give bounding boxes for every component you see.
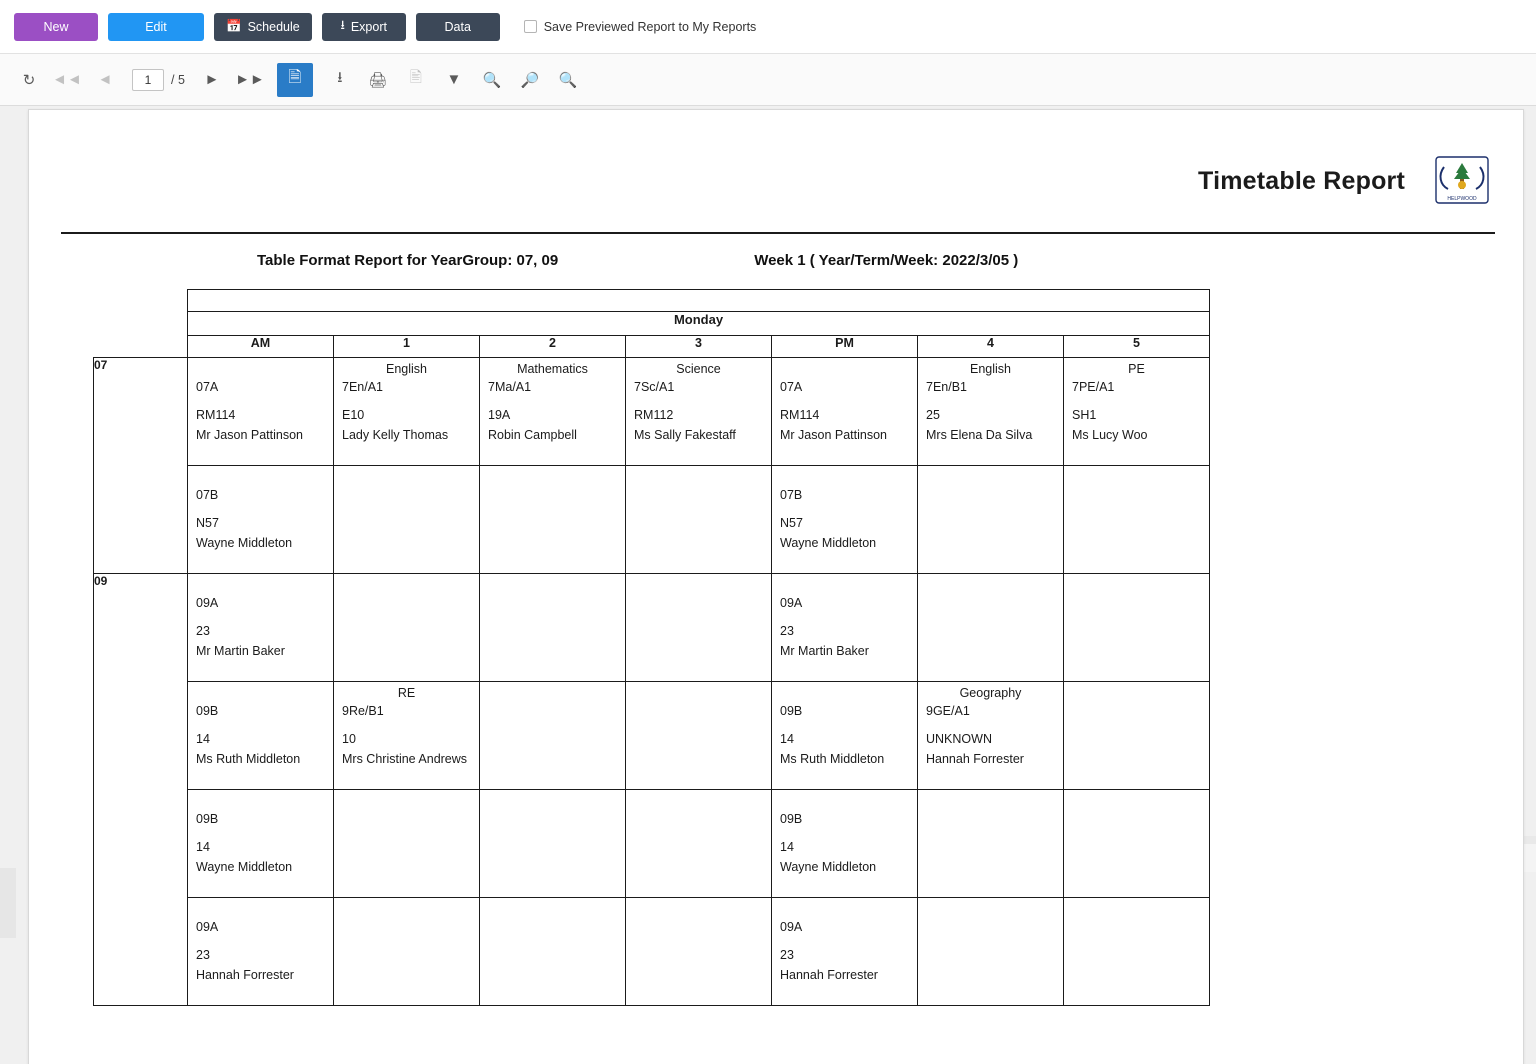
cell-subject: PE xyxy=(1128,362,1145,376)
year-group-cell: 09 xyxy=(94,574,188,1006)
cell-line: Ms Ruth Middleton xyxy=(780,751,885,766)
cell-subject xyxy=(772,574,917,594)
cell-line: 10 xyxy=(342,732,356,747)
slot-header: AM xyxy=(188,336,334,358)
cell-line: Mr Jason Pattinson xyxy=(780,427,887,442)
timetable-cell xyxy=(334,574,480,682)
cell-line: 07B xyxy=(780,488,803,502)
cell-subject xyxy=(480,790,625,810)
timetable-cell xyxy=(480,358,626,466)
table-row xyxy=(94,466,1210,574)
cell-line: 09A xyxy=(196,920,219,934)
edit-button[interactable]: Edit xyxy=(108,13,204,41)
cell-details xyxy=(188,486,333,553)
cell-details xyxy=(188,378,333,445)
cell-subject: Science xyxy=(676,362,721,376)
cell-subject xyxy=(188,790,333,810)
cell-line xyxy=(780,505,909,514)
last-page-icon[interactable]: ►► xyxy=(235,71,265,88)
cell-line xyxy=(196,937,325,946)
cell-line: 23 xyxy=(196,624,210,639)
cell-line: N57 xyxy=(196,516,219,531)
timetable-cell xyxy=(626,574,772,682)
page-navigator xyxy=(132,69,185,91)
cell-line: 09B xyxy=(780,812,803,826)
previous-page-icon[interactable]: ◄ xyxy=(97,71,113,88)
grid-corner-blank xyxy=(94,336,188,358)
grid-corner-blank xyxy=(94,290,188,312)
cell-line: Hannah Forrester xyxy=(926,751,1024,766)
cell-subject xyxy=(188,682,333,702)
cell-subject xyxy=(772,358,917,378)
cell-subject xyxy=(918,466,1063,486)
cell-line: 7Ma/A1 xyxy=(488,380,532,394)
timetable-cell xyxy=(772,358,918,466)
cell-line: 23 xyxy=(196,948,210,963)
export-button[interactable] xyxy=(322,13,406,41)
cell-details xyxy=(918,702,1063,769)
print-icon[interactable]: 🖨 xyxy=(368,71,388,89)
cell-line: 09A xyxy=(196,596,219,610)
cell-details xyxy=(772,594,917,661)
cell-line xyxy=(634,397,763,406)
report-subtitles xyxy=(29,234,1523,269)
cell-line: N57 xyxy=(780,516,803,531)
cell-line: Ms Sally Fakestaff xyxy=(634,427,736,442)
cell-subject xyxy=(188,466,333,486)
cell-subject xyxy=(188,358,333,378)
cell-line: Mr Martin Baker xyxy=(780,643,869,658)
cell-line: 23 xyxy=(780,624,794,639)
cell-details xyxy=(772,918,917,985)
cell-subject xyxy=(772,682,917,702)
download-icon[interactable]: ⭳ xyxy=(337,69,343,86)
cell-line: Mrs Christine Andrews xyxy=(342,751,468,766)
cell-line: 14 xyxy=(196,732,210,747)
cell-details xyxy=(626,378,771,445)
school-logo-icon xyxy=(1429,152,1495,210)
cell-subject xyxy=(626,466,771,486)
timetable-cell xyxy=(480,898,626,1006)
cell-line: 14 xyxy=(196,840,210,855)
cell-line: Hannah Forrester xyxy=(780,967,878,982)
timetable-cell xyxy=(1064,574,1210,682)
timetable-cell xyxy=(626,358,772,466)
cell-line: 14 xyxy=(780,732,794,747)
cell-line: 25 xyxy=(926,408,940,423)
cell-subject xyxy=(1064,574,1209,594)
timetable-cell xyxy=(772,790,918,898)
cell-details xyxy=(480,378,625,445)
cell-line: Wayne Middleton xyxy=(196,859,293,874)
cell-subject xyxy=(188,898,333,918)
cell-line: 7En/A1 xyxy=(342,380,384,394)
table-row xyxy=(94,682,1210,790)
timetable-cell xyxy=(918,790,1064,898)
day-header: Monday xyxy=(188,312,1210,336)
cell-subject xyxy=(918,898,1063,918)
cell-subject xyxy=(334,790,479,810)
cell-line xyxy=(780,397,909,406)
cell-details xyxy=(188,702,333,769)
slot-header: PM xyxy=(772,336,918,358)
slot-header: 1 xyxy=(334,336,480,358)
document-icon[interactable]: 🖹 xyxy=(409,69,422,86)
timetable-cell xyxy=(480,466,626,574)
calendar-icon: 📅 xyxy=(226,19,242,33)
timetable-cell xyxy=(772,898,918,1006)
cell-line xyxy=(780,937,909,946)
cell-line: 23 xyxy=(780,948,794,963)
timetable-cell xyxy=(918,466,1064,574)
timetable-cell xyxy=(626,682,772,790)
slot-header: 3 xyxy=(626,336,772,358)
cell-subject xyxy=(188,574,333,594)
timetable-cell xyxy=(334,898,480,1006)
timetable-cell xyxy=(626,898,772,1006)
cell-subject: English xyxy=(970,362,1011,376)
zoom-out-icon[interactable]: 🔎 xyxy=(520,71,540,89)
cell-line xyxy=(342,397,471,406)
schedule-button[interactable] xyxy=(214,13,312,41)
cell-line xyxy=(780,829,909,838)
cell-line: 09B xyxy=(780,704,803,718)
zoom-in-icon[interactable]: 🔍 xyxy=(482,71,502,89)
cell-line: 07A xyxy=(196,380,219,394)
cell-subject xyxy=(1064,898,1209,918)
year-group-cell: 07 xyxy=(94,358,188,574)
cell-details xyxy=(918,378,1063,445)
cell-subject xyxy=(772,466,917,486)
cell-details xyxy=(772,378,917,445)
cell-line: 07B xyxy=(196,488,219,502)
cell-subject xyxy=(772,790,917,810)
timetable-cell xyxy=(772,574,918,682)
canvas-left-edge xyxy=(0,868,16,938)
timetable-cell xyxy=(334,358,480,466)
timetable-cell xyxy=(188,790,334,898)
cell-subject xyxy=(480,574,625,594)
timetable-cell xyxy=(918,682,1064,790)
report-header xyxy=(29,110,1523,210)
report-canvas xyxy=(0,106,1536,1064)
cell-line xyxy=(780,721,909,730)
timetable-cell xyxy=(918,898,1064,1006)
cell-line: 7En/B1 xyxy=(926,380,968,394)
first-page-icon[interactable]: ◄◄ xyxy=(52,71,82,88)
timetable-cell xyxy=(188,358,334,466)
cell-details xyxy=(772,486,917,553)
cell-line: RM112 xyxy=(634,408,674,423)
timetable-cell xyxy=(1064,358,1210,466)
cell-line: 09B xyxy=(196,812,219,826)
cell-line: SH1 xyxy=(1072,408,1097,423)
timetable-cell xyxy=(1064,790,1210,898)
cell-subject xyxy=(480,682,625,702)
timetable-cell xyxy=(1064,682,1210,790)
cell-line: RM114 xyxy=(780,408,820,423)
cell-subject xyxy=(626,574,771,594)
timetable-cell xyxy=(188,466,334,574)
cell-line: Ms Ruth Middleton xyxy=(196,751,301,766)
cell-line xyxy=(1072,397,1201,406)
cell-line xyxy=(196,613,325,622)
export-button-label: Export xyxy=(350,19,387,34)
timetable-cell xyxy=(334,682,480,790)
cell-line xyxy=(196,397,325,406)
timetable-cell xyxy=(1064,898,1210,1006)
cell-line: 09A xyxy=(780,920,803,934)
timetable-cell xyxy=(334,790,480,898)
page-number-input[interactable] xyxy=(132,69,164,91)
timetable-cell xyxy=(918,358,1064,466)
cell-details xyxy=(772,702,917,769)
cell-line: Hannah Forrester xyxy=(196,967,294,982)
cell-line: RM114 xyxy=(196,408,236,423)
cell-line xyxy=(196,505,325,514)
cell-subject xyxy=(334,574,479,594)
cell-line: 07A xyxy=(780,380,803,394)
cell-line: 9GE/A1 xyxy=(926,704,970,718)
cell-line: Mr Martin Baker xyxy=(196,643,285,658)
cell-line: Robin Campbell xyxy=(488,427,577,442)
cell-details xyxy=(188,918,333,985)
save-report-checkbox-wrap[interactable] xyxy=(524,20,757,34)
cell-line: 7PE/A1 xyxy=(1072,380,1115,394)
cell-line xyxy=(780,613,909,622)
cell-subject xyxy=(626,898,771,918)
save-report-checkbox[interactable] xyxy=(524,20,537,33)
timetable-cell xyxy=(188,574,334,682)
cell-subject xyxy=(334,466,479,486)
table-row xyxy=(94,790,1210,898)
page-total-label: / 5 xyxy=(171,72,185,87)
cell-subject xyxy=(626,790,771,810)
page-view-icon[interactable]: 🗎 xyxy=(277,63,313,97)
next-page-icon[interactable]: ► xyxy=(204,71,220,88)
cell-details xyxy=(334,378,479,445)
cell-subject: English xyxy=(386,362,427,376)
grid-corner-blank xyxy=(94,312,188,336)
timetable-cell xyxy=(1064,466,1210,574)
report-subtitle-left: Table Format Report for YearGroup: 07, 09 xyxy=(257,252,559,269)
table-row xyxy=(94,898,1210,1006)
page-title: Timetable Report xyxy=(1198,166,1405,195)
timetable-cell xyxy=(626,790,772,898)
report-page xyxy=(28,109,1524,1064)
cell-subject: Mathematics xyxy=(517,362,588,376)
timetable-cell xyxy=(480,790,626,898)
cell-line: E10 xyxy=(342,408,365,423)
svg-text:HELPWOOD: HELPWOOD xyxy=(1447,196,1477,202)
cell-line: Mrs Elena Da Silva xyxy=(926,427,1033,442)
data-button[interactable]: Data xyxy=(416,13,500,41)
cell-line: Wayne Middleton xyxy=(780,859,877,874)
cell-line: 19A xyxy=(488,408,511,423)
cell-subject xyxy=(1064,790,1209,810)
refresh-icon[interactable]: ↻ xyxy=(22,71,36,89)
cell-subject xyxy=(1064,682,1209,702)
cell-subject xyxy=(1064,466,1209,486)
timetable-cell xyxy=(772,682,918,790)
cell-details xyxy=(772,810,917,877)
cell-line: 09A xyxy=(780,596,803,610)
cell-line: 9Re/B1 xyxy=(342,704,384,718)
cell-line: Mr Jason Pattinson xyxy=(196,427,303,442)
cell-subject xyxy=(334,898,479,918)
cell-line xyxy=(926,721,1055,730)
search-icon[interactable]: 🔍 xyxy=(558,71,578,89)
cell-line xyxy=(342,721,471,730)
cell-subject xyxy=(918,790,1063,810)
slot-header: 2 xyxy=(480,336,626,358)
cell-line: 09B xyxy=(196,704,219,718)
timetable-cell xyxy=(918,574,1064,682)
cell-details xyxy=(188,810,333,877)
cell-details xyxy=(1064,378,1209,445)
cell-line: Ms Lucy Woo xyxy=(1072,427,1148,442)
timetable-cell xyxy=(188,682,334,790)
table-row xyxy=(94,574,1210,682)
cell-subject xyxy=(918,574,1063,594)
timetable-cell xyxy=(188,898,334,1006)
cell-line xyxy=(196,721,325,730)
cell-subject xyxy=(480,466,625,486)
cell-line: Wayne Middleton xyxy=(780,535,877,550)
timetable-cell xyxy=(772,466,918,574)
slot-header: 5 xyxy=(1064,336,1210,358)
cell-line: 7Sc/A1 xyxy=(634,380,675,394)
grid-top-blank xyxy=(188,290,1210,312)
download-icon: ⭳ xyxy=(340,18,345,32)
slot-header: 4 xyxy=(918,336,1064,358)
new-button[interactable]: New xyxy=(14,13,98,41)
timetable xyxy=(93,289,1210,1006)
timetable-cell xyxy=(334,466,480,574)
cell-details xyxy=(188,594,333,661)
schedule-button-label: Schedule xyxy=(247,19,300,34)
primary-toolbar xyxy=(0,0,1536,54)
timetable-cell xyxy=(480,574,626,682)
viewer-toolbar xyxy=(0,54,1536,106)
cell-line: UNKNOWN xyxy=(926,732,992,747)
report-subtitle-right: Week 1 ( Year/Term/Week: 2022/3/05 ) xyxy=(754,252,1019,269)
cell-line: Wayne Middleton xyxy=(196,535,293,550)
cell-line: Lady Kelly Thomas xyxy=(342,427,449,442)
cell-line xyxy=(488,397,617,406)
timetable-cell xyxy=(626,466,772,574)
cell-line xyxy=(926,397,1055,406)
cell-subject xyxy=(626,682,771,702)
cell-line: 14 xyxy=(780,840,794,855)
filter-icon[interactable]: ▼ xyxy=(446,71,462,88)
cell-subject: RE xyxy=(397,686,416,700)
cell-line xyxy=(196,829,325,838)
cell-subject xyxy=(772,898,917,918)
cell-details xyxy=(334,702,479,769)
cell-subject: Geography xyxy=(959,686,1022,700)
table-row xyxy=(94,358,1210,466)
save-report-checkbox-label: Save Previewed Report to My Reports xyxy=(543,19,757,34)
timetable-cell xyxy=(480,682,626,790)
cell-subject xyxy=(480,898,625,918)
